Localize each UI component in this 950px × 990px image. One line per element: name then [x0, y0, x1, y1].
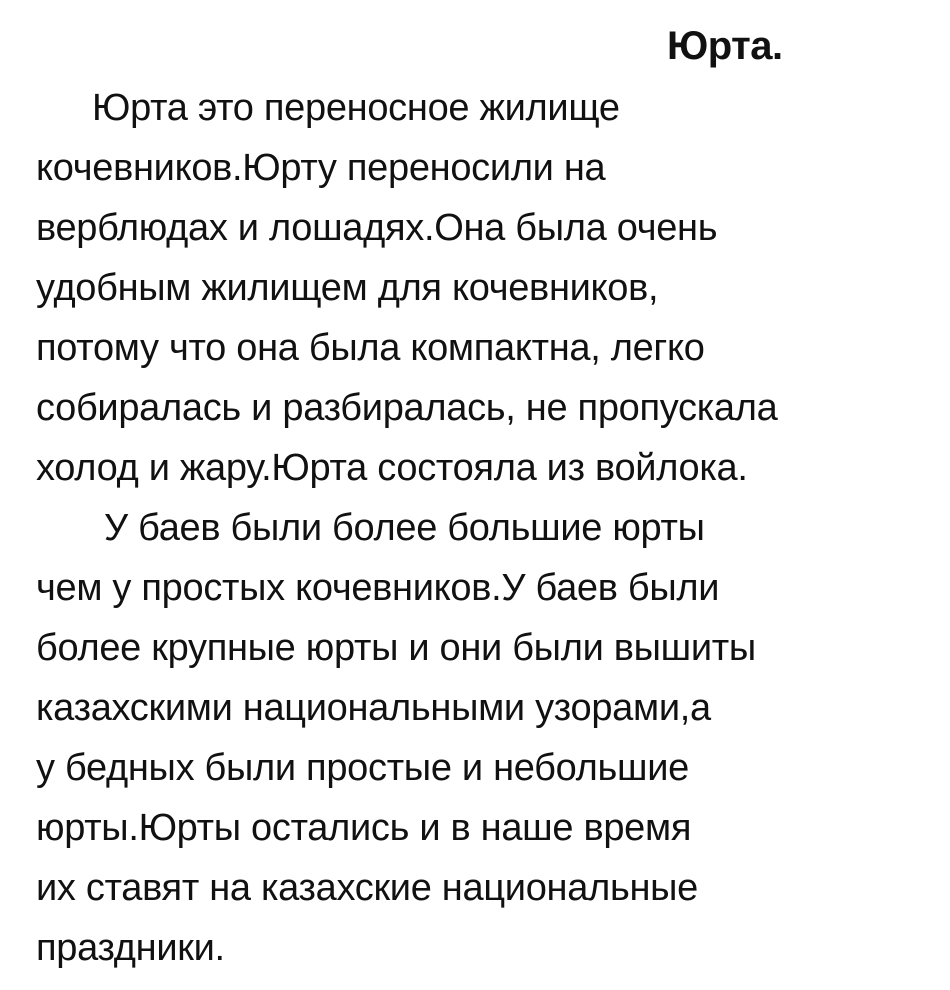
text-line: более крупные юрты и они были вышиты	[36, 627, 756, 669]
text-line: удобным жилищем для кочевников,	[36, 267, 659, 309]
text-line: казахскими национальными узорами,а	[36, 687, 711, 729]
text-line: чем у простых кочевников.У баев были	[36, 567, 720, 609]
text-line: холод и жару.Юрта состояла из войлока.	[36, 447, 748, 489]
text-line: У баев были более большие юрты	[104, 507, 705, 549]
text-line: кочевников.Юрту переносили на	[36, 147, 606, 189]
text-line: юрты.Юрты остались и в наше время	[36, 807, 692, 849]
text-line: потому что она была компактна, легко	[36, 327, 705, 369]
text-line: у бедных были простые и небольшие	[36, 747, 689, 789]
document-title: Юрта.	[667, 24, 783, 68]
text-line: верблюдах и лошадях.Она была очень	[36, 207, 718, 249]
text-line: Юрта это переносное жилище	[92, 87, 620, 129]
text-line: их ставят на казахские национальные	[36, 867, 698, 909]
text-line: собиралась и разбиралась, не пропускала	[36, 387, 778, 429]
text-line: праздники.	[36, 927, 225, 969]
